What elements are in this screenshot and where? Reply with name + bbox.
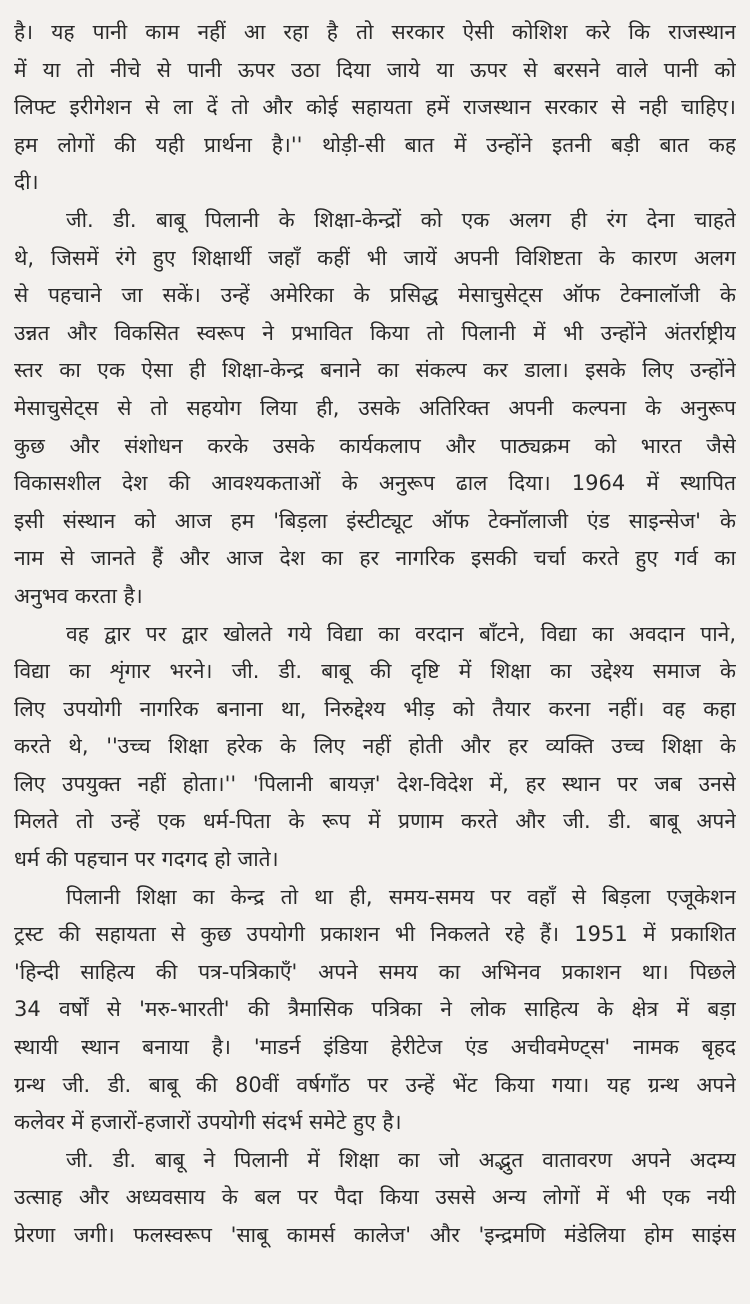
text-line: मेसाचुसेट्स से तो सहयोग लिया ही, उसके अतिरिक्त अपनी कल्पना के अनुरूप [14,395,736,420]
text-line: ट्रस्ट की सहायता से कुछ उपयोगी प्रकाशन भी निकलते रहे हैं। 1951 में प्रकाशित [14,922,736,947]
text-line: लिए उपयुक्त नहीं होता।'' 'पिलानी बायज़' देश-विदेश में, हर स्थान पर जब उनसे [14,771,736,796]
text-line: से पहचाने जा सकें। उन्हें अमेरिका के प्रसिद्ध मेसाचुसेट्स ऑफ टेक्नालॉजी के [14,283,736,308]
paragraph [14,1142,736,1255]
text-line: ग्रन्थ जी. डी. बाबू की 80वीं वर्षगाँठ पर उन्हें भेंट किया गया। यह ग्रन्थ अपने [14,1072,736,1097]
text-line: नाम से जानते हैं और आज देश का हर नागरिक इसकी चर्चा करते हुए गर्व का [14,546,736,571]
text-line: करते थे, ''उच्च शिक्षा हरेक के लिए नहीं होती और हर व्यक्ति उच्च शिक्षा के [14,734,736,759]
text-line: जी. डी. बाबू ने पिलानी में शिक्षा का जो अद्भुत वातावरण अपने अदम्य [66,1147,736,1172]
text-line: मिलते तो उन्हें एक धर्म-पिता के रूप में प्रणाम करते और जी. डी. बाबू अपने [14,809,736,834]
text-line: 'हिन्दी साहित्य की पत्र-पत्रिकाएँ' अपने समय का अभिनव प्रकाशन था। पिछले [14,959,736,984]
text-line: उन्नत और विकसित स्वरूप ने प्रभावित किया तो पिलानी में भी उन्होंने अंतर्राष्ट्रीय [14,320,736,345]
text-line: लिए उपयोगी नागरिक बनाना था, निरुद्देश्य भीड़ को तैयार करना नहीं। वह कहा [14,696,736,721]
text-line: वह द्वार पर द्वार खोलते गये विद्या का वरदान बाँटने, विद्या का अवदान पाने, [66,621,736,646]
paragraph [14,879,736,1142]
text-line: उत्साह और अध्यवसाय के बल पर पैदा किया उससे अन्य लोगों में भी एक नयी [14,1185,736,1210]
text-line: में या तो नीचे से पानी ऊपर उठा दिया जाये या ऊपर से बरसने वाले पानी को [14,57,736,82]
text-line: विद्या का शृंगार भरने। जी. डी. बाबू की दृष्टि में शिक्षा का उद्देश्य समाज के [14,659,736,684]
text-line: हम लोगों की यही प्रार्थना है।'' थोड़ी-सी बात में उन्होंने इतनी बड़ी बात कह [14,132,736,157]
text-line: कुछ और संशोधन करके उसके कार्यकलाप और पाठ्यक्रम को भारत जैसे [14,433,736,458]
text-line: कलेवर में हजारों-हजारों उपयोगी संदर्भ समेटे हुए है। [14,1110,402,1135]
text-line: विकासशील देश की आवश्यकताओं के अनुरूप ढाल दिया। 1964 में स्थापित [14,471,736,496]
text-line: पिलानी शिक्षा का केन्द्र तो था ही, समय-समय पर वहाँ से बिड़ला एजूकेशन [66,884,736,909]
text-line: इसी संस्थान को आज हम 'बिड़ला इंस्टीट्यूट ऑफ टेक्नॉलाजी एंड साइन्सेज' के [14,508,736,533]
text-line: 34 वर्षों से 'मरु-भारती' की त्रैमासिक पत्रिका ने लोक साहित्य के क्षेत्र में बड़ा [14,997,736,1022]
text-line: जी. डी. बाबू पिलानी के शिक्षा-केन्द्रों को एक अलग ही रंग देना चाहते [66,207,736,232]
text-line: लिफ्ट इरीगेशन से ला दें तो और कोई सहायता हमें राजस्थान सरकार से नही चाहिए। [14,95,736,120]
text-line: स्तर का एक ऐसा ही शिक्षा-केन्द्र बनाने का संकल्प कर डाला। इसके लिए उन्होंने [14,358,736,383]
text-line: है। यह पानी काम नहीं आ रहा है तो सरकार ऐसी कोशिश करे कि राजस्थान [14,20,736,44]
paragraph [14,14,736,202]
text-line: दी। [14,170,39,195]
text-line: अनुभव करता है। [14,583,143,608]
text-line: स्थायी स्थान बनाया है। 'माडर्न इंडिया हेरीटेज एंड अचीवमेण्ट्स' नामक बृहद [14,1035,736,1060]
text-line: धर्म की पहचान पर गदगद हो जाते। [14,847,279,872]
paragraph [14,202,736,616]
paragraph [14,616,736,879]
text-line: प्रेरणा जगी। फलस्वरूप 'साबू कामर्स कालेज' और 'इन्द्रमणि मंडेलिया होम साइंस [14,1223,736,1247]
text-line: थे, जिसमें रंगे हुए शिक्षार्थी जहाँ कहीं भी जायें अपनी विशिष्टता के कारण अलग [14,245,736,270]
